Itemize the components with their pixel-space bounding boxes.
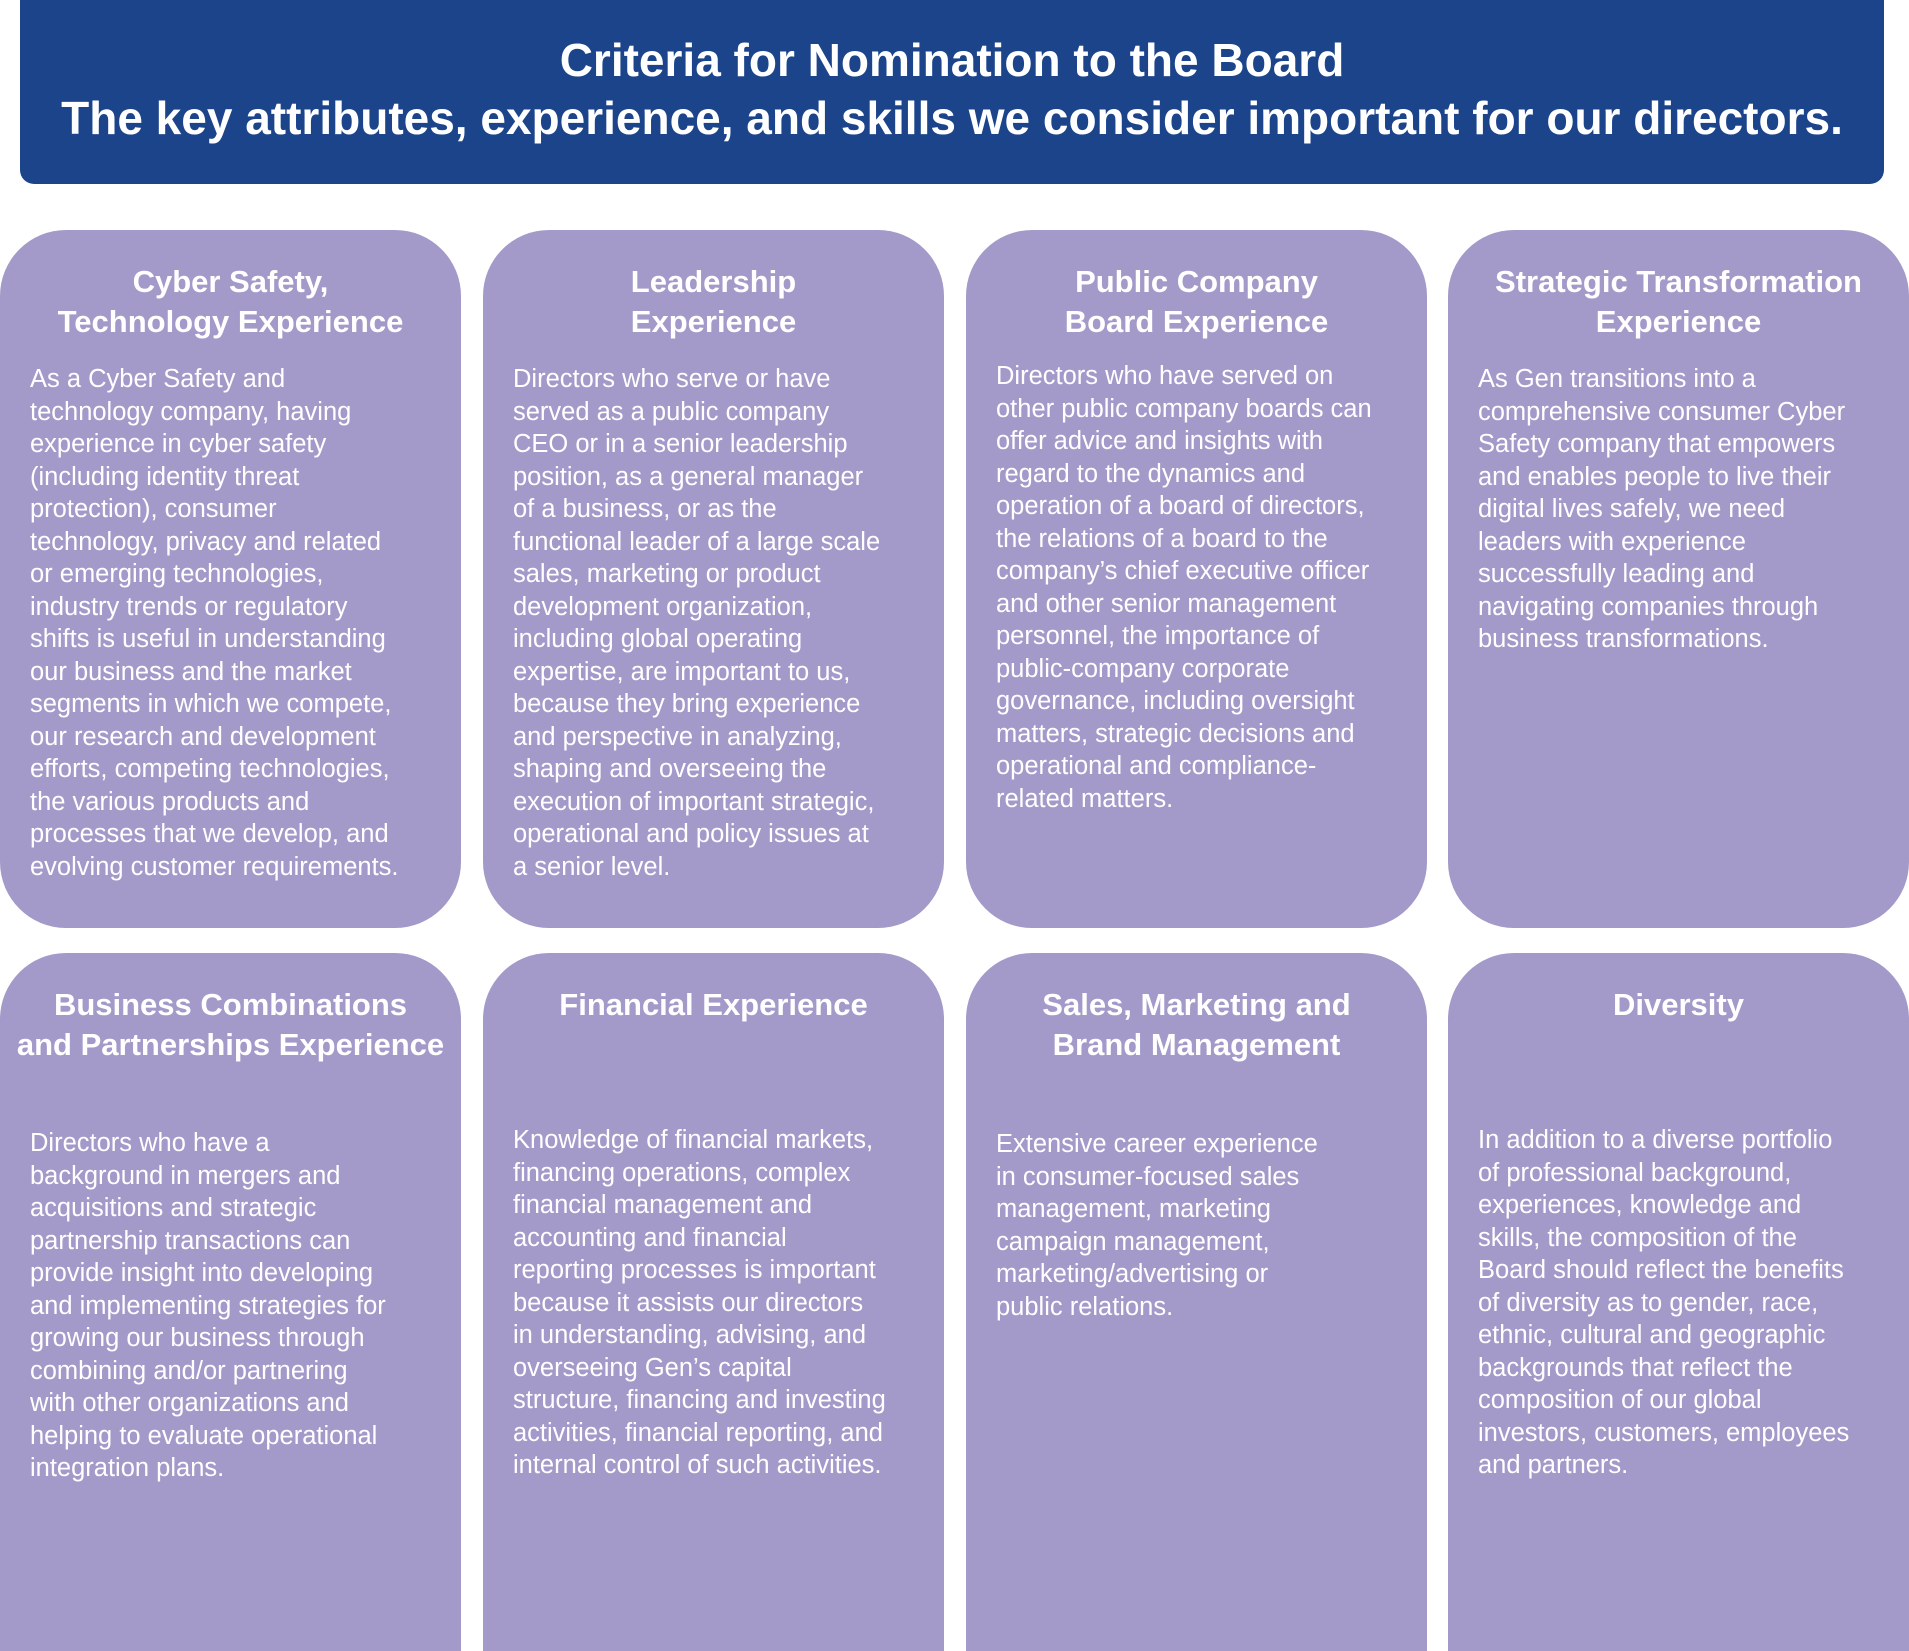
card-body: Extensive career experience in consumer-focused sales management, marketing campaign management, marketing/advertising or public relations. [996,1130,1318,1321]
card-title: Diversity [1613,987,1744,1022]
card-leadership [483,230,944,928]
card-body: Directors who have a background in mergers and acquisitions and strategic partnership transactions can provide insight into developing and implementing strategies for growing our business through combining and/or partnering with other organizations and helping to evaluate operational integration plans. [30,1129,386,1482]
page-header [20,0,1884,184]
card-diversity [1448,953,1909,1651]
card-strategic-transformation [1448,230,1909,928]
card-title: Financial Experience [559,987,868,1022]
card-body: Directors who have served on other public company boards can offer advice and insights with regard to the dynamics and operation of a board of directors, the relations of a board to the company’s chief executive officer and other senior management personnel, the importance of public-company corporate governance, including oversight matters, strategic decisions and operational and compliance- related matters. [996,362,1372,813]
card-body: Knowledge of financial markets, financing operations, complex financial management and accounting and financial reporting processes is important because it assists our directors in understanding, advising, and overseeing Gen’s capital structure, financing and investing activities, financial reporting, and internal control of such activities. [513,1126,886,1479]
card-body: Directors who serve or have served as a public company CEO or in a senior leadership position, as a general manager of a business, or as the functional leader of a large scale sales, marketing or product development organization, including global operating expertise, are important to us, because they bring experience and perspective in analyzing, shaping and overseeing the execution of important strategic, operational and policy issues at a senior level. [513,365,881,881]
card-sales-marketing-brand [966,953,1427,1651]
card-title: Public Company Board Experience [1064,264,1329,339]
card-public-company-board [966,230,1427,928]
card-title: Business Combinations and Partnerships Experience [16,987,445,1062]
card-cyber-safety-technology [0,230,461,928]
card-business-combinations [0,953,461,1651]
page-title: Criteria for Nomination to the Board [559,34,1345,86]
card-body: As a Cyber Safety and technology company, having experience in cyber safety (including identity threat protection), consumer technology, privacy and related or emerging technologies, industry trends or regulatory shifts is useful in understanding our business and the market segments in which we compete, our research and development efforts, competing technologies, the various products and processes that we develop, and evolving customer requirements. [30,365,399,881]
card-title: Cyber Safety, Technology Experience [57,264,404,339]
card-title: Leadership Experience [630,264,797,339]
card-title: Sales, Marketing and Brand Management [1042,987,1351,1062]
card-body: As Gen transitions into a comprehensive consumer Cyber Safety company that empowers and enables people to live their digital lives safely, we need leaders with experience successfully leading and navigating companies through business transformations. [1478,365,1846,653]
card-title: Strategic Transformation Experience [1495,264,1862,339]
card-body: In addition to a diverse portfolio of professional background, experiences, knowledge and skills, the composition of the Board should reflect the benefits of diversity as to gender, race, ethnic, cultural and geographic backgrounds that reflect the composition of our global investors, customers, employees and partners. [1478,1126,1850,1479]
card-financial [483,953,944,1651]
page-subtitle: The key attributes, experience, and skills we consider important for our directors. [61,92,1843,144]
